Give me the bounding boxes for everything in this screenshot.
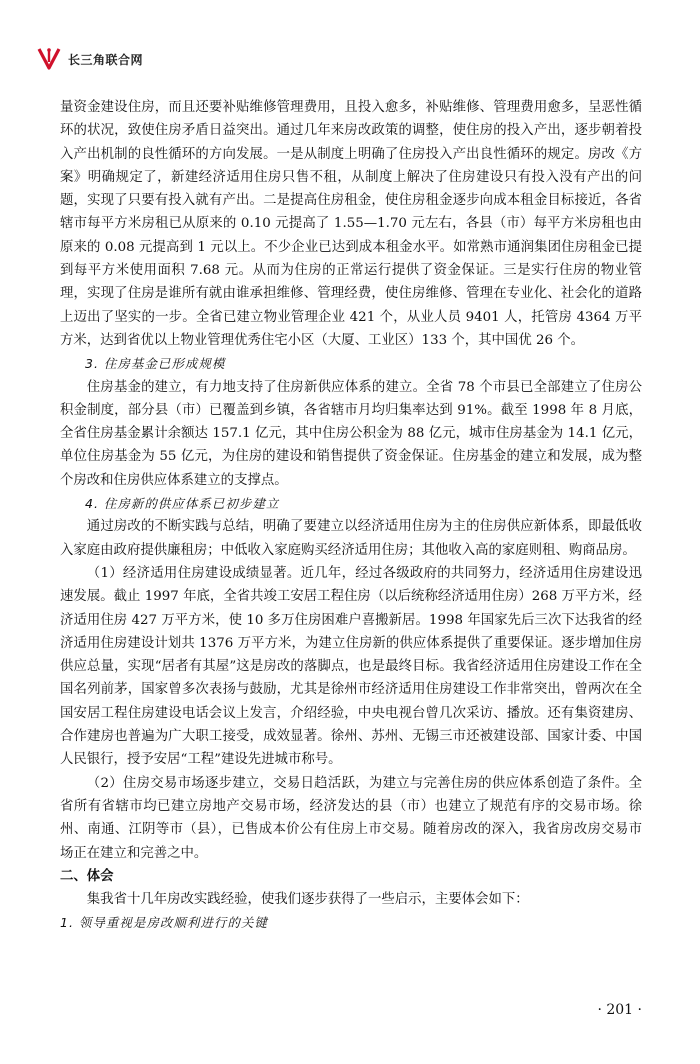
subheading-supply-system: 4. 住房新的供应体系已初步建立	[85, 496, 280, 512]
section-title-experience: 二、体会	[60, 868, 114, 884]
document-body	[60, 96, 642, 935]
paragraph-supply-system: 通过房改的不断实践与总结，明确了要建立以经济适用住房为主的住房供应新体系，即最低收入家庭由政府提供廉租房；中低收入家庭购买经济适用住房；其他收入高的家庭则租、购商品房。	[60, 519, 642, 558]
paragraph-housing-market: （2）住房交易市场逐步建立，交易日趋活跃，为建立与完善住房的供应体系创造了条件。全省所有省辖市均已建立房地产交易市场，经济发达的县（市）也建立了规范有序的交易市场。徐州、南通、江阴等市（县），已售成本价公有住房上市交易。随着房改的深入，我省房改房交易市场正在建立和完善之中。	[60, 775, 642, 861]
paragraph-affordable-housing: （1）经济适用住房建设成绩显著。近几年，经过各级政府的共同努力，经济适用住房建设迅速发展。截止 1997 年底，全省共竣工安居工程住房（以后统称经济适用住房）268 万平方米，经济适用住房 427 万平方米，使 10 多万住房困难户喜搬新居。1998 年国家先后三次下达我省的经济适用住房建设计划共 1376 万平方米，为建立住房新的供应体系提供了重要保证。逐步增加住房供应总量，实现“居者有其屋”这是房改的落脚点，也是最终目标。我省经济适用住房建设工作在全国名列前茅，国家曾多次表扬与鼓励，尤其是徐州市经济适用住房建设工作非常突出，曾两次在全国安居工程住房建设电话会议上发言，介绍经验，中央电视台曾几次采访、播放。还有集资建房、合作建房也普遍为广大职工接受，成效显著。徐州、苏州、无锡三市还被建设部、国家计委、中国人民银行，授予安居“工程”建设先进城市称号。	[60, 565, 642, 768]
paragraph-experience-intro: 集我省十几年房改实践经验，使我们逐步获得了一些启示，主要体会如下：	[86, 892, 529, 908]
page-header	[36, 46, 143, 72]
page-number: · 201 ·	[597, 1002, 642, 1018]
subheading-housing-fund: 3. 住房基金已形成规模	[85, 356, 226, 372]
paragraph-housing-fund: 住房基金的建立，有力地支持了住房新供应体系的建立。全省 78 个市县已全部建立了住房公积金制度，部分县（市）已覆盖到乡镇，各省辖市月均归集率达到 91%。截至 1998 年 8 月底，全省住房基金累计余额达 157.1 亿元，其中住房公积金为 88 亿元，城市住房基金为 14.1 亿元，单位住房基金为 55 亿元，为住房的建设和销售提供了资金保证。住房基金的建立和发展，成为整个房改和住房供应体系建立的支撑点。	[60, 379, 642, 488]
site-logo-icon	[36, 46, 62, 72]
subheading-leadership: 1. 领导重视是房改顺利进行的关键	[60, 915, 268, 931]
site-name: 长三角联合网	[68, 52, 144, 67]
paragraph-housing-investment: 量资金建设住房，而且还要补贴维修管理费用，且投入愈多，补贴维修、管理费用愈多，呈恶性循环的状况，致使住房矛盾日益突出。通过几年来房改政策的调整，使住房的投入产出，逐步朝着投入产出机制的良性循环的方向发展。一是从制度上明确了住房投入产出良性循环的规定。房改《方案》明确规定了，新建经济适用住房只售不租，从制度上解决了住房建设只有投入没有产出的问题，实现了只要有投入就有产出。二是提高住房租金，使住房租金逐步向成本租金目标接近，各省辖市每平方米房租已从原来的 0.10 元提高了 1.55—1.70 元左右，各县（市）每平方米房租也由原来的 0.08 元提高到 1 元以上。不少企业已达到成本租金水平。如常熟市通润集团住房租金已提到每平方米使用面积 7.68 元。从而为住房的正常运行提供了资金保证。三是实行住房的物业管理，实现了住房是谁所有就由谁承担维修、管理经费，使住房维修、管理在专业化、社会化的道路上迈出了坚实的一步。全省已建立物业管理企业 421 个，从业人员 9401 人，托管房 4364 万平方米，达到省优以上物业管理优秀住宅小区（大厦、工业区）133 个，其中国优 26 个。	[60, 100, 642, 348]
